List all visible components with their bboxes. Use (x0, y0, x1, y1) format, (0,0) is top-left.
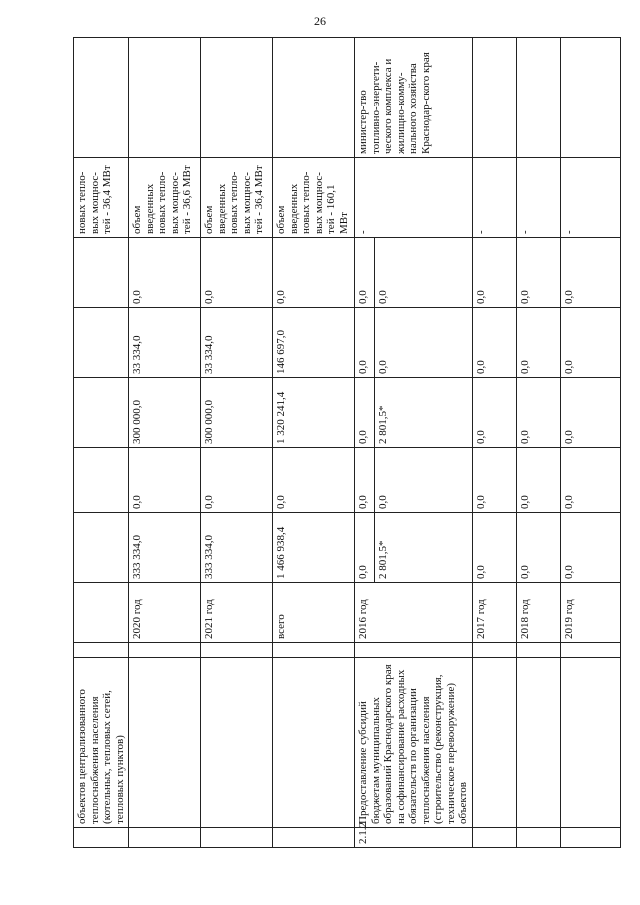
cell-mun (355, 308, 473, 378)
cell-reg: 0,0 (472, 378, 516, 448)
cell-result: объем введенных новых тепло-вых мощнос-тей - 36,4 МВт (201, 158, 273, 238)
cell-blank (273, 643, 355, 658)
cell-executor (472, 38, 516, 158)
cell-no (472, 828, 516, 848)
cell-no (129, 828, 201, 848)
cell-result: - (355, 158, 473, 238)
cell-no (273, 828, 355, 848)
cell-result: новых тепло-вых мощнос-тей - 36,4 МВт (74, 158, 129, 238)
cell-executor (74, 38, 129, 158)
page-number: 26 (314, 14, 326, 28)
table-row (129, 38, 201, 848)
cell-other (355, 238, 473, 308)
cell-no (74, 828, 129, 848)
cell-executor (560, 38, 620, 158)
cell-reg: 0,0 (516, 378, 560, 448)
table-row (273, 38, 355, 848)
cell-executor (273, 38, 355, 158)
cell-executor (201, 38, 273, 158)
cell-name (560, 658, 620, 828)
cell-reg: 300 000,0 (201, 378, 273, 448)
cell-year (74, 583, 129, 643)
cell-blank (355, 643, 473, 658)
cell-reg (355, 378, 473, 448)
cell-year: всего (273, 583, 355, 643)
cell-no (560, 828, 620, 848)
cell-fed: 0,0 (472, 448, 516, 513)
cell-blank (74, 643, 129, 658)
cell-total: 333 334,0 (201, 513, 273, 583)
cell-result: - (516, 158, 560, 238)
cell-total (355, 513, 473, 583)
cell-mun: 0,0 (472, 308, 516, 378)
cell-mun: 33 334,0 (201, 308, 273, 378)
cell-executor (129, 38, 201, 158)
cell-year: 2018 год (516, 583, 560, 643)
cell-total: 0,0 (560, 513, 620, 583)
cell-other: 0,0 (129, 238, 201, 308)
cell-other (74, 238, 129, 308)
cell-other: 0,0 (201, 238, 273, 308)
cell-total: 0,0 (516, 513, 560, 583)
cell-name (129, 658, 201, 828)
program-table (73, 37, 621, 848)
cell-fed: 0,0 (129, 448, 201, 513)
cell-mun (74, 308, 129, 378)
cell-executor (516, 38, 560, 158)
fed-extra-value: 0,0 (374, 448, 390, 512)
cell-reg: 0,0 (560, 378, 620, 448)
cell-total: 333 334,0 (129, 513, 201, 583)
cell-fed: 0,0 (201, 448, 273, 513)
cell-fed (355, 448, 473, 513)
cell-other: 0,0 (273, 238, 355, 308)
cell-name (472, 658, 516, 828)
cell-total: 1 466 938,4 (273, 513, 355, 583)
cell-name (201, 658, 273, 828)
cell-total (74, 513, 129, 583)
fed-value: 0,0 (357, 495, 369, 509)
cell-blank (201, 643, 273, 658)
cell-mun: 33 334,0 (129, 308, 201, 378)
table-row (560, 38, 620, 848)
cell-result: - (560, 158, 620, 238)
table-row (74, 38, 129, 848)
cell-result: объем введенных новых тепло-вых мощнос-тей - 36,6 МВт (129, 158, 201, 238)
cell-name (516, 658, 560, 828)
cell-name: объектов централизованного теплоснабжения населения (котельных, тепловых сетей, тепловых пунктов) (74, 658, 129, 828)
cell-no (516, 828, 560, 848)
table-row (355, 38, 473, 848)
reg-extra-value: 2 801,5* (374, 378, 390, 447)
cell-fed: 0,0 (560, 448, 620, 513)
cell-blank (560, 643, 620, 658)
cell-year: 2021 год (201, 583, 273, 643)
cell-name (273, 658, 355, 828)
cell-reg: 300 000,0 (129, 378, 201, 448)
table-row (201, 38, 273, 848)
cell-blank (516, 643, 560, 658)
cell-result: объем введенных новых тепло-вых мощнос-тей - 160,1 МВт (273, 158, 355, 238)
cell-year: 2020 год (129, 583, 201, 643)
cell-year: 2019 год (560, 583, 620, 643)
cell-year: 2017 год (472, 583, 516, 643)
mun-extra-value: 0,0 (374, 308, 390, 377)
table-row (516, 38, 560, 848)
table-row (472, 38, 516, 848)
cell-fed (74, 448, 129, 513)
total-extra-value: 2 801,5* (374, 513, 390, 582)
cell-reg (74, 378, 129, 448)
cell-mun: 146 697,0 (273, 308, 355, 378)
cell-blank (129, 643, 201, 658)
other-extra-value: 0,0 (374, 238, 390, 307)
cell-year: 2016 год (355, 583, 473, 643)
cell-no: 2.1.2 (355, 828, 473, 848)
total-value: 0,0 (357, 565, 369, 579)
cell-mun: 0,0 (516, 308, 560, 378)
mun-value: 0,0 (357, 360, 369, 374)
other-value: 0,0 (357, 290, 369, 304)
cell-reg: 1 320 241,4 (273, 378, 355, 448)
cell-blank (472, 643, 516, 658)
cell-other: 0,0 (516, 238, 560, 308)
cell-fed: 0,0 (273, 448, 355, 513)
cell-mun: 0,0 (560, 308, 620, 378)
cell-other: 0,0 (560, 238, 620, 308)
cell-fed: 0,0 (516, 448, 560, 513)
cell-no (201, 828, 273, 848)
cell-executor: министер-тво топливно-энергети-ческого комплекса и жилищно-комму-нального хозяйства Краснодар-ского края (355, 38, 473, 158)
cell-total: 0,0 (472, 513, 516, 583)
rotated-table-sheet (73, 38, 591, 848)
cell-other: 0,0 (472, 238, 516, 308)
cell-name: Предоставление субсидий бюджетам муниципальных образований Краснодарского края на софинансирование расходных обязательств по организации теплоснабжения населения (строительство (реконструкция, техническое перевооружение) объектов (355, 658, 473, 828)
cell-result: - (472, 158, 516, 238)
reg-value: 0,0 (357, 430, 369, 444)
